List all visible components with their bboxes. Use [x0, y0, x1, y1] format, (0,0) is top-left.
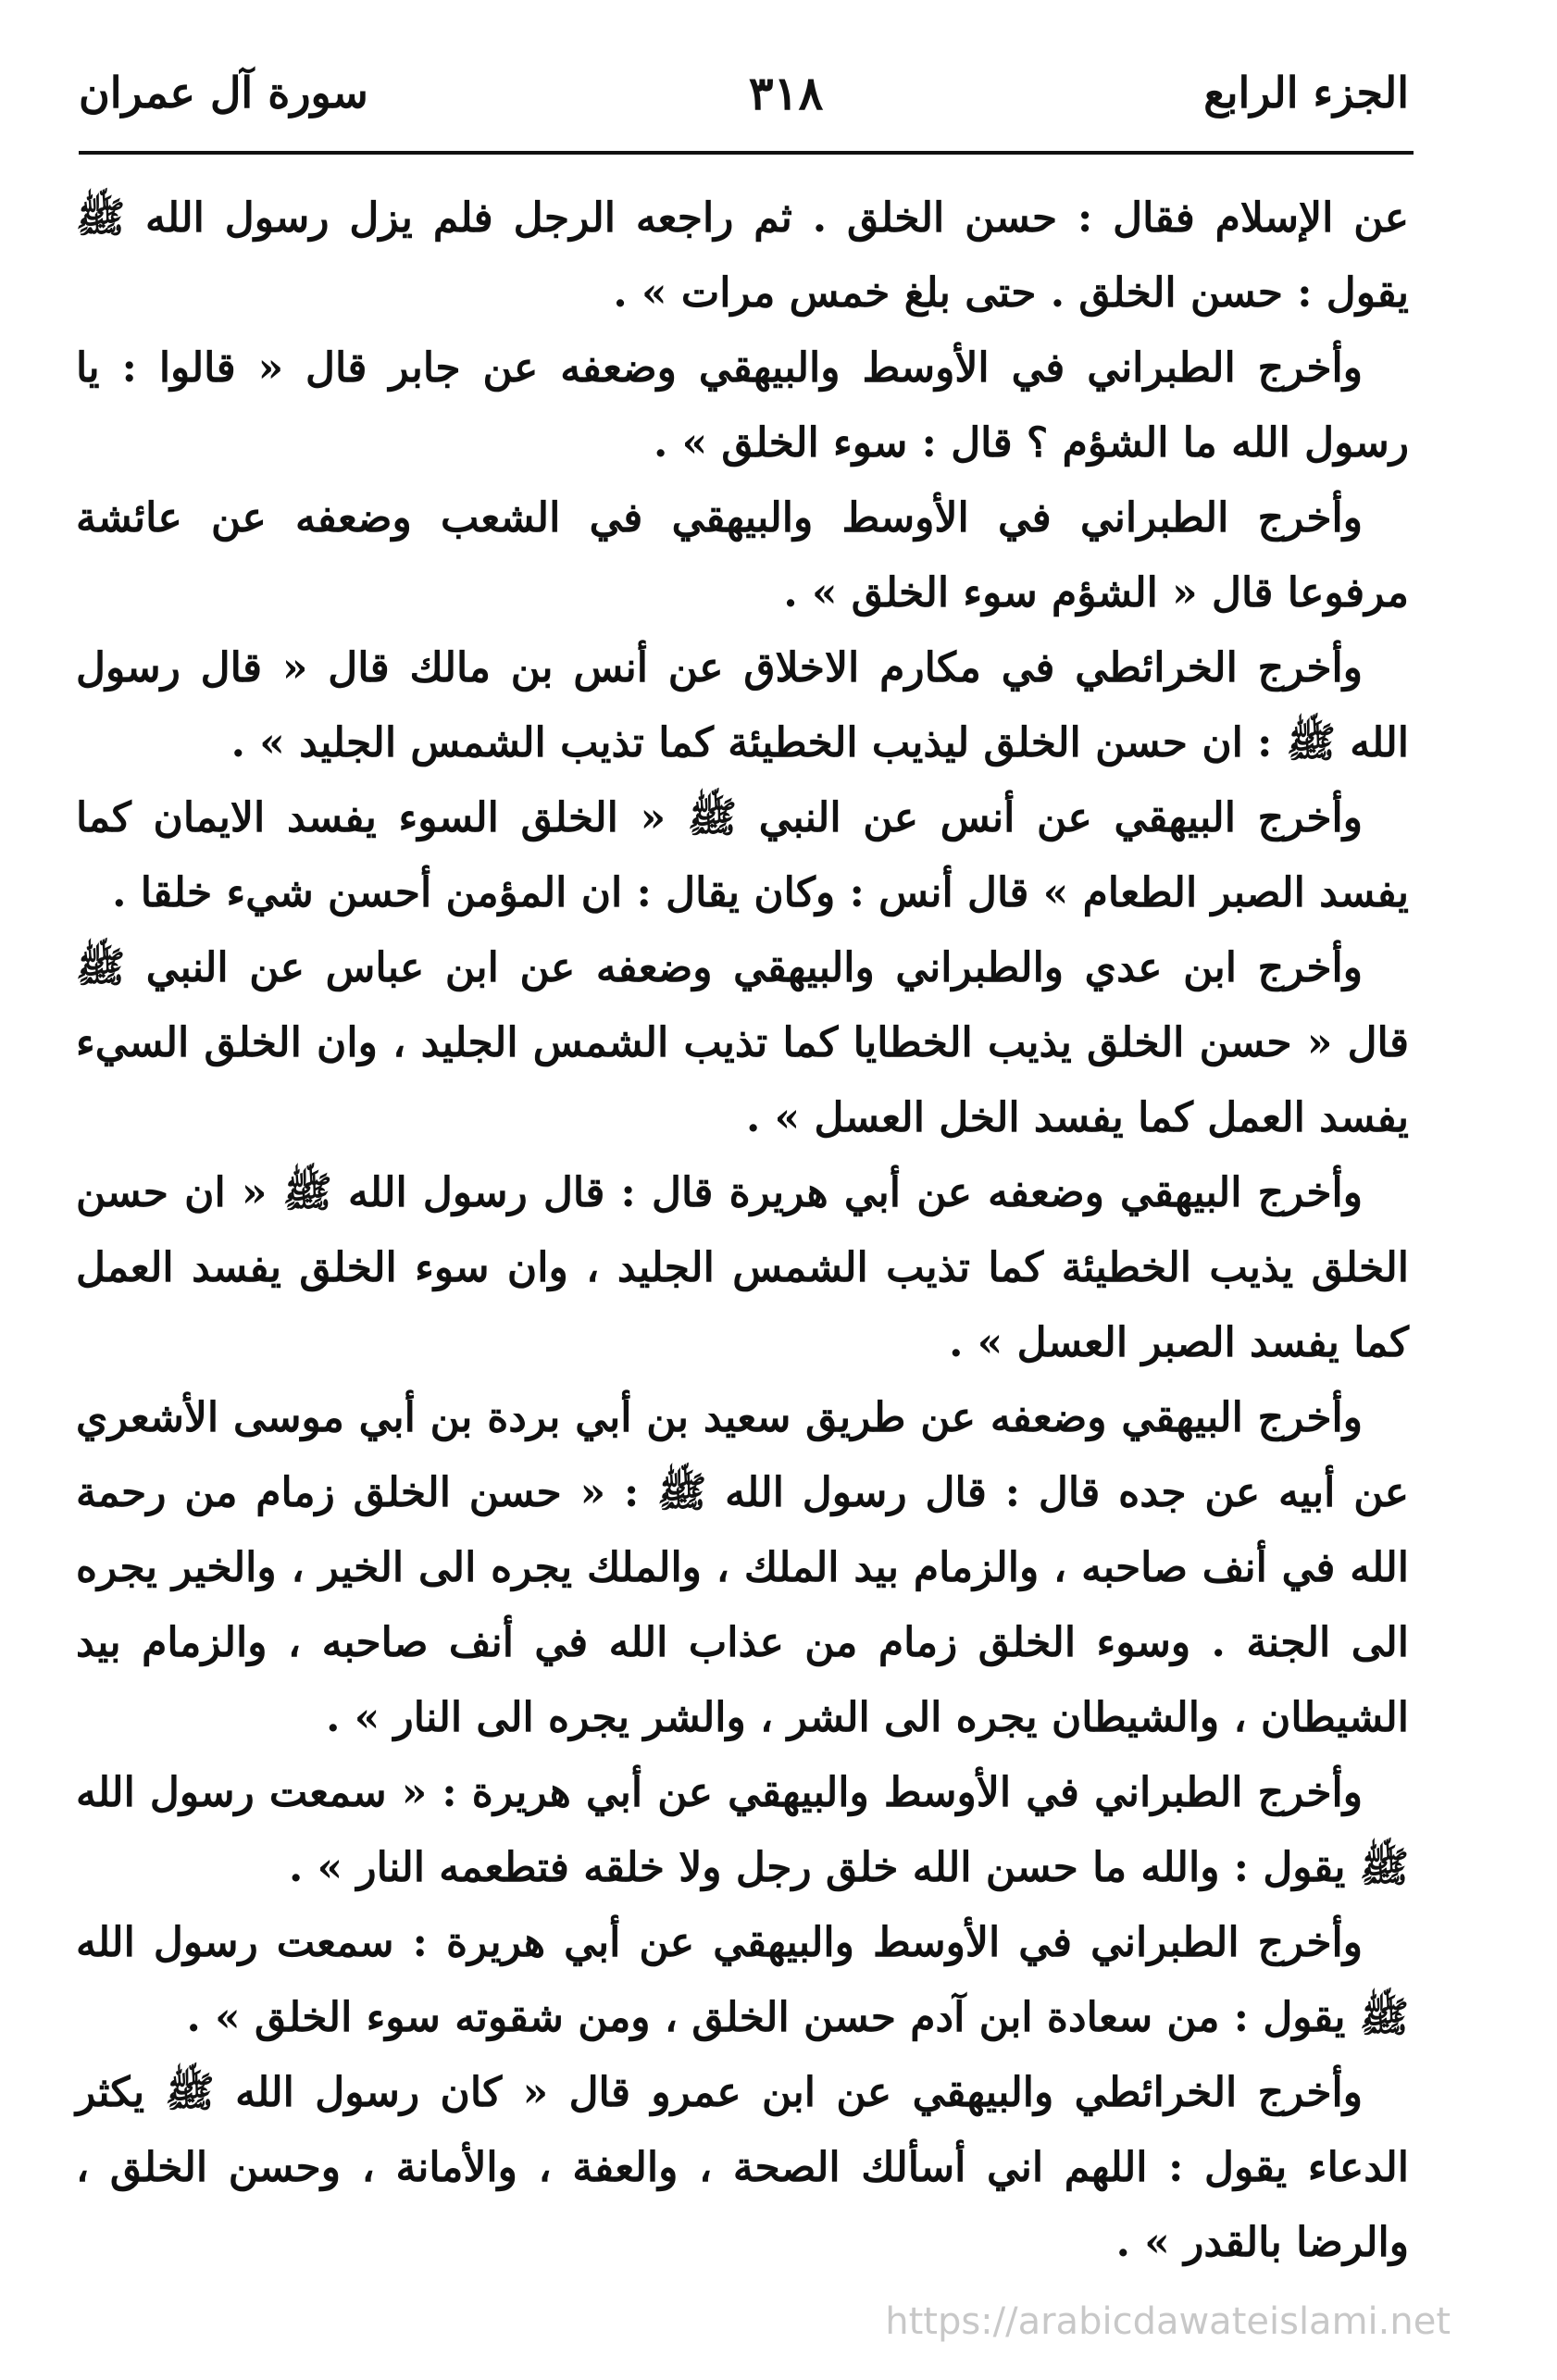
paragraph: وأخرج الطبراني في الأوسط والبيهقي عن أبي هريرة : سمعت رسول الله ﷺ يقول : من سعادة ابن آدم حسن الخلق ، ومن شقوته سوء الخلق » . — [76, 1919, 1409, 2041]
paragraph: وأخرج الطبراني في الأوسط والبيهقي وضعفه عن جابر قال « قالوا : يا رسول الله ما الشؤم ؟ قال : سوء الخلق » . — [76, 344, 1409, 467]
paragraph: وأخرج الخرائطي والبيهقي عن ابن عمرو قال « كان رسول الله ﷺ يكثر الدعاء يقول : اللهم اني أسألك الصحة ، والعفة ، والأمانة ، وحسن الخلق ، والرضا بالقدر » . — [76, 2069, 1409, 2266]
paragraph: وأخرج الطبراني في الأوسط والبيهقي في الشعب وضعفه عن عائشة مرفوعا قال « الشؤم سوء الخلق » . — [76, 494, 1409, 617]
paragraph: وأخرج البيهقي وضعفه عن طريق سعيد بن أبي بردة بن أبي موسى الأشعري عن أبيه عن جده قال : قال رسول الله ﷺ : « حسن الخلق زمام من رحمة الله في أنف صاحبه ، والزمام بيد الملك ، والملك يجره الى الخير ، والخير يجره الى الجنة . وسوء الخلق زمام من عذاب الله في أنف صاحبه ، والزمام بيد الشيطان ، والشيطان يجره الى الشر ، والشر يجره الى النار » . — [76, 1394, 1409, 1741]
watermark: https://arabicdawateislami.net — [885, 2300, 1451, 2343]
paragraph: وأخرج البيهقي وضعفه عن أبي هريرة قال : قال رسول الله ﷺ « ان حسن الخلق يذيب الخطيئة كما تذيب الشمس الجليد ، وان سوء الخلق يفسد العمل كما يفسد الصبر العسل » . — [76, 1169, 1409, 1366]
paragraph: وأخرج الخرائطي في مكارم الاخلاق عن أنس بن مالك قال « قال رسول الله ﷺ : ان حسن الخلق ليذيب الخطيئة كما تذيب الشمس الجليد » . — [76, 644, 1409, 766]
header-rule — [79, 151, 1414, 155]
paragraph: وأخرج البيهقي عن أنس عن النبي ﷺ « الخلق السوء يفسد الايمان كما يفسد الصبر الطعام » قال أنس : وكان يقال : ان المؤمن أحسن شيء خلقا . — [76, 794, 1409, 916]
page-number: ٣١٨ — [748, 65, 824, 120]
paragraph: عن الإسلام فقال : حسن الخلق . ثم راجعه الرجل فلم يزل رسول الله ﷺ يقول : حسن الخلق . حتى بلغ خمس مرات » . — [76, 194, 1409, 317]
surah-title: سورة آل عمران — [79, 68, 368, 118]
volume-title: الجزء الرابع — [1203, 68, 1409, 118]
body-text — [76, 181, 1409, 2280]
paragraph: وأخرج الطبراني في الأوسط والبيهقي عن أبي هريرة : « سمعت رسول الله ﷺ يقول : والله ما حسن الله خلق رجل ولا خلقه فتطعمه النار » . — [76, 1769, 1409, 1891]
page-header — [79, 51, 1409, 134]
paragraph: وأخرج ابن عدي والطبراني والبيهقي وضعفه عن ابن عباس عن النبي ﷺ قال « حسن الخلق يذيب الخطايا كما تذيب الشمس الجليد ، وان الخلق السيء يفسد العمل كما يفسد الخل العسل » . — [76, 944, 1410, 1141]
